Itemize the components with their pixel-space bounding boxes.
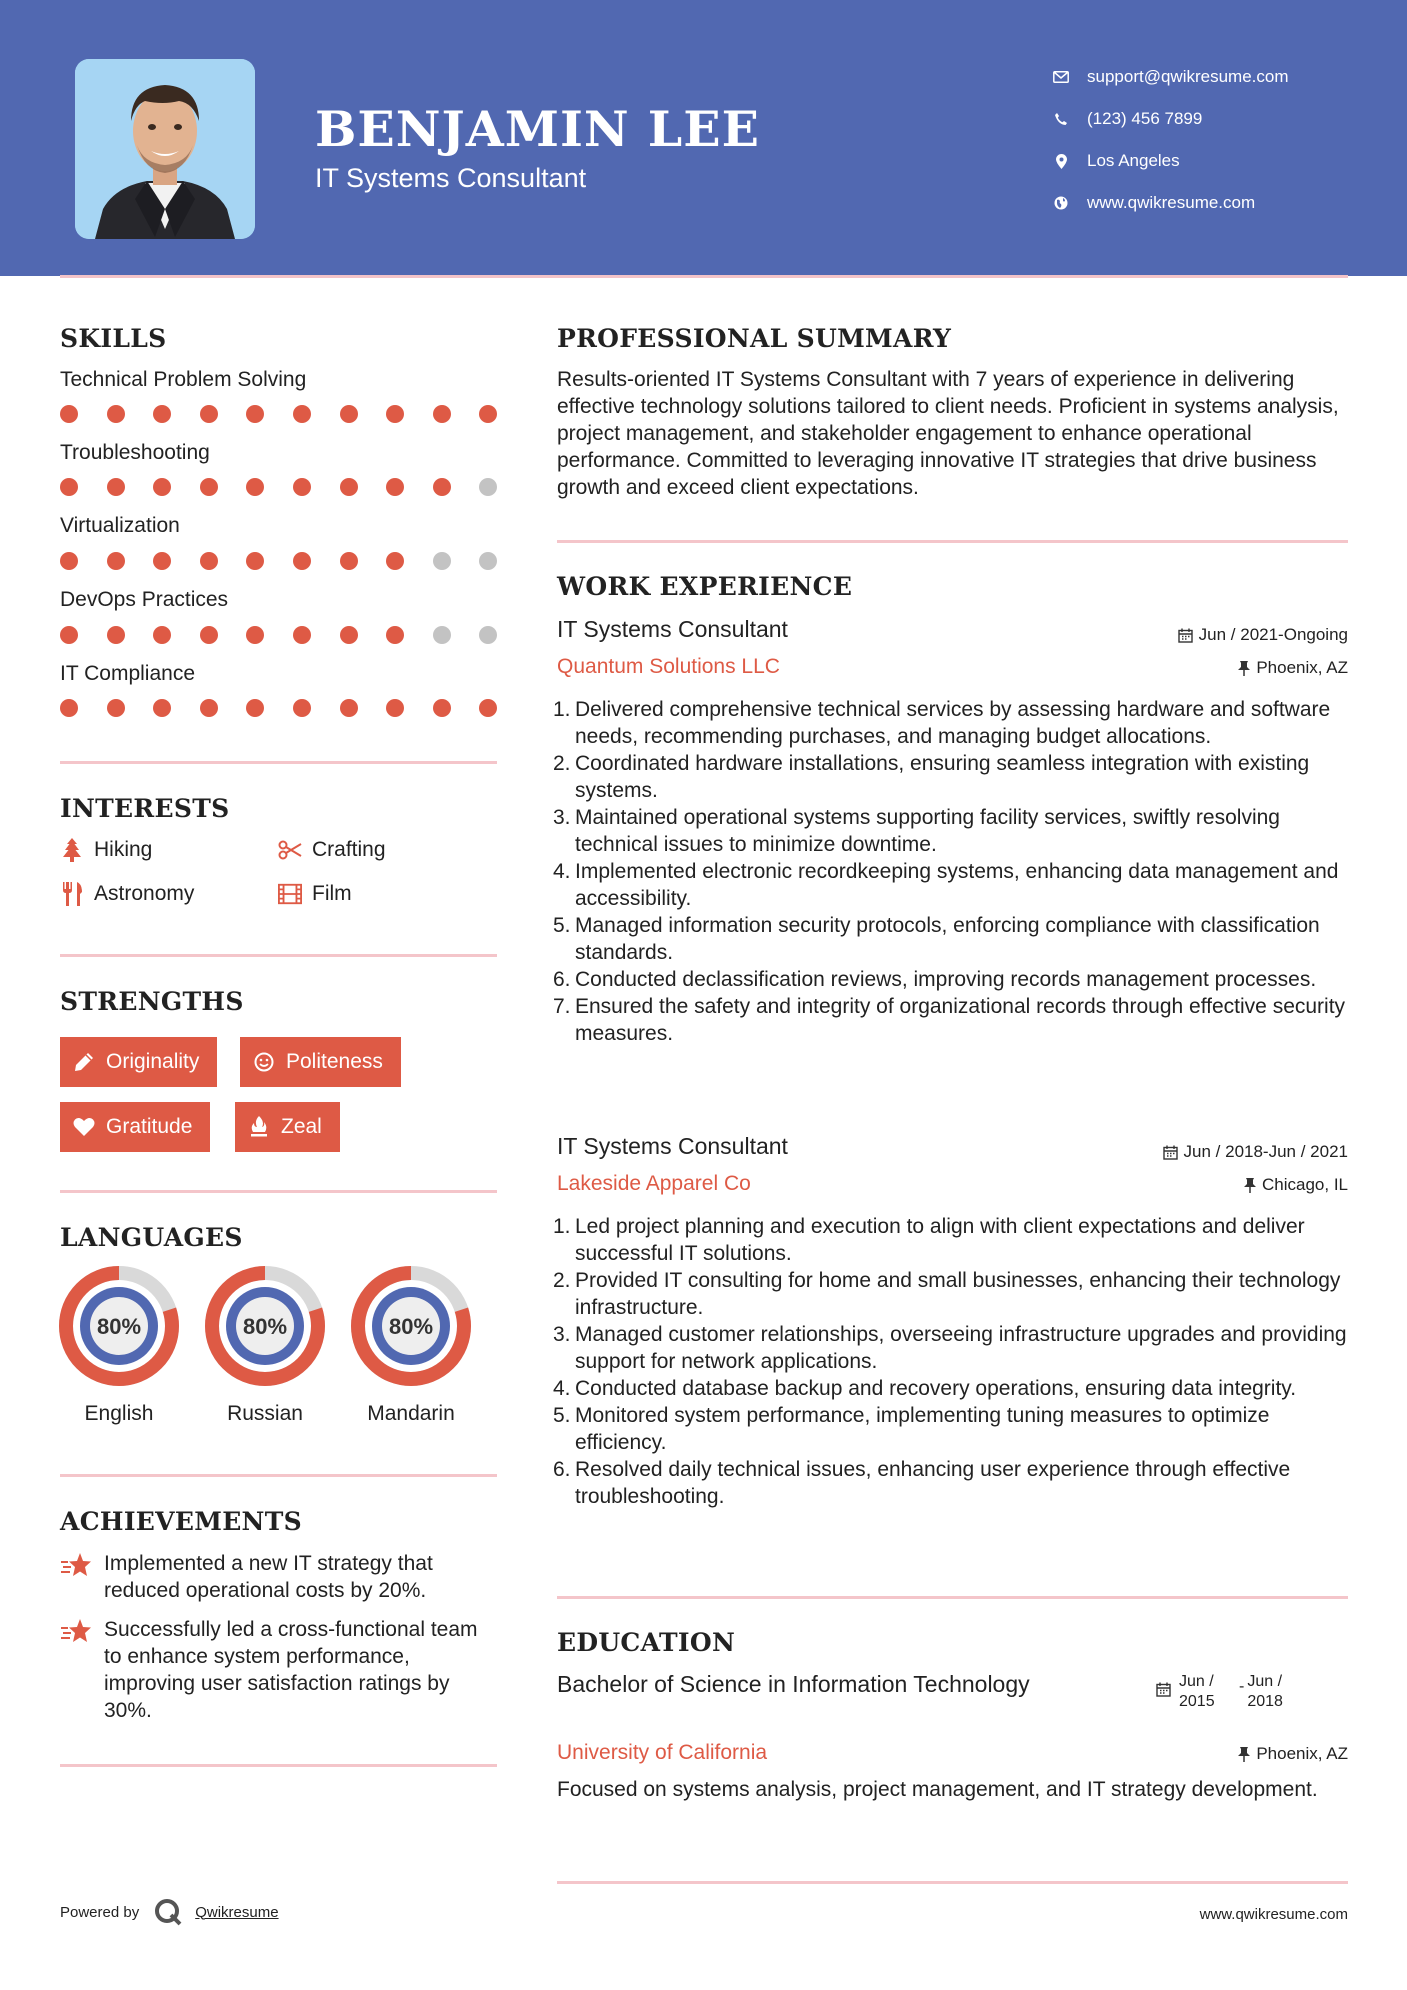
contact-email-text: support@qwikresume.com [1087,67,1289,86]
skill-label: Virtualization [60,514,180,537]
bullet-item: 1. Delivered comprehensive technical services by assessing hardware and software needs, recommending purchases, and managing budget allocations. [553,698,1331,748]
skill-label: Technical Problem Solving [60,368,307,391]
profile-photo [75,59,255,239]
contact-website[interactable] [1050,182,1289,224]
language-percent: 80% [96,1314,142,1339]
skill-dot-filled [246,552,264,570]
languages-title: LANGUAGES [60,1223,243,1252]
language-donut [349,1264,473,1388]
contact-location [1050,140,1289,182]
section-divider [557,540,1348,543]
job-dates [1163,1142,1348,1162]
bullet-item: 7. Ensured the safety and integrity of organizational records through effective security measures. [553,995,1346,1045]
interest-label: Astronomy [94,882,195,905]
film-icon [278,882,302,906]
skill-dot-filled [293,552,311,570]
candidate-role: IT Systems Consultant [315,163,587,193]
skill-dot-filled [200,699,218,717]
pencil-icon [72,1050,96,1074]
globe-icon [1050,196,1072,210]
bullet-item: 3. Maintained operational systems supporting facility services, swiftly resolving technical issues to minimize downtime. [553,806,1280,856]
skill-dot-filled [153,478,171,496]
skill-dot-empty [433,626,451,644]
bullet-item: 5. Managed information security protocols, enforcing compliance with classification standards. [553,914,1320,964]
language-item [349,1264,473,1426]
interest-label: Crafting [312,838,386,861]
bullet-item: 2. Coordinated hardware installations, ensuring seamless integration with existing systems. [553,752,1310,802]
job-bullets [553,696,1357,1047]
job-location [1238,658,1348,678]
skill-dot-filled [386,405,404,423]
job-dates-text: Jun / 2021-Ongoing [1198,625,1348,644]
skill-dot-empty [479,552,497,570]
strengths-title: STRENGTHS [60,987,244,1016]
achievements-title: ACHIEVEMENTS [60,1507,302,1536]
skill-dot-filled [340,552,358,570]
skill-dot-filled [340,699,358,717]
skill-dot-filled [60,626,78,644]
education-end: Jun / 2018 [1247,1673,1283,1710]
skill-dot-filled [107,552,125,570]
job-location [1244,1175,1348,1195]
achievement-item [60,1550,500,1604]
calendar-icon [1156,1672,1171,1712]
section-divider [60,1764,497,1767]
skill-dot-filled [200,626,218,644]
section-divider [60,1190,497,1193]
pushpin-icon [1244,1178,1256,1193]
skill-label: IT Compliance [60,662,196,685]
education-school: University of California [557,1741,768,1764]
skill-dot-filled [107,478,125,496]
skill-dot-filled [246,478,264,496]
resume-header [0,0,1407,276]
language-percent: 80% [388,1314,434,1339]
interest-label: Hiking [94,838,153,861]
education-dates [1156,1672,1291,1712]
skill-dot-filled [200,405,218,423]
skill-dot-empty [433,552,451,570]
bullet-item: 4. Implemented electronic recordkeeping systems, enhancing data management and accessibility. [553,860,1339,910]
bullet-item: 5. Monitored system performance, implementing tuning measures to optimize efficiency. [553,1404,1270,1454]
education-location [1238,1744,1348,1764]
skill-dot-filled [153,552,171,570]
achievement-text: Implemented a new IT strategy that reduced operational costs by 20%. [104,1552,433,1602]
smile-icon [252,1050,276,1074]
cutlery-icon [60,882,84,906]
skill-dot-empty [479,626,497,644]
strength-badge [60,1102,210,1152]
achievement-text: Successfully led a cross-functional team to enhance system performance, improving user satisfaction ratings by 30%. [104,1618,478,1722]
language-item [203,1264,327,1426]
strength-badge [60,1037,217,1087]
skill-dot-empty [479,478,497,496]
skill-rating [60,405,500,425]
education-location-text: Phoenix, AZ [1256,1744,1348,1763]
skill-dot-filled [293,699,311,717]
summary-text: Results-oriented IT Systems Consultant with 7 years of experience in delivering effective technology solutions tailored to client needs. Proficient in systems analysis, project management, and stakeholder engagement to enhance operational performance. Committed to leveraging innovative IT strategies that drive business growth and exceed client expectations. [557,368,1339,499]
skill-dot-filled [200,478,218,496]
job-dates [1178,625,1348,645]
language-name: English [84,1402,154,1425]
skill-dot-filled [433,405,451,423]
skill-dot-filled [60,699,78,717]
skill-dot-filled [107,699,125,717]
skill-dot-filled [60,478,78,496]
header-divider [60,275,1348,278]
job-title: IT Systems Consultant [557,1133,788,1159]
skill-dot-filled [107,626,125,644]
strength-badge [240,1037,401,1087]
job-location-text: Phoenix, AZ [1256,658,1348,677]
skill-dot-filled [386,699,404,717]
tree-icon [60,838,84,862]
skill-dot-filled [479,699,497,717]
skill-rating [60,626,500,646]
pushpin-icon [1238,1747,1250,1762]
candidate-name: BENJAMIN LEE [315,100,760,158]
star-icon [60,1550,94,1604]
skill-dot-filled [433,478,451,496]
bullet-item: 6. Resolved daily technical issues, enhancing user experience through effective troubleshooting. [553,1458,1291,1508]
experience-title: WORK EXPERIENCE [557,572,853,601]
calendar-icon [1163,1145,1178,1160]
job-company: Lakeside Apparel Co [557,1172,751,1195]
skill-dot-filled [433,699,451,717]
strength-label: Originality [106,1050,200,1073]
language-item [57,1264,181,1426]
job-bullets [553,1213,1357,1510]
envelope-icon [1050,71,1072,83]
job-location-text: Chicago, IL [1262,1175,1348,1194]
calendar-icon [1178,628,1193,643]
powered-by-label: Powered by [60,1903,140,1921]
footer-powered-by [60,1897,279,1927]
job-title: IT Systems Consultant [557,616,788,642]
contact-website-text: www.qwikresume.com [1087,193,1256,212]
skill-rating [60,478,500,498]
skill-dot-filled [60,552,78,570]
language-name: Mandarin [367,1402,455,1425]
contact-list [1050,56,1289,224]
section-divider [60,761,497,764]
skill-dot-filled [60,405,78,423]
language-name: Russian [227,1402,303,1425]
section-divider [557,1596,1348,1599]
contact-phone[interactable] [1050,98,1289,140]
skill-dot-filled [153,626,171,644]
map-marker-icon [1050,154,1072,169]
skill-label: Troubleshooting [60,441,210,464]
job-dates-text: Jun / 2018-Jun / 2021 [1183,1142,1348,1161]
skill-dot-filled [293,478,311,496]
skills-title: SKILLS [60,324,167,353]
bullet-item: 6. Conducted declassification reviews, improving records management processes. [553,968,1317,991]
footer-url[interactable]: www.qwikresume.com [1199,1906,1348,1923]
language-donut [203,1264,327,1388]
skill-dot-filled [386,552,404,570]
fire-icon [247,1115,271,1139]
skill-dot-filled [246,699,264,717]
bullet-item: 2. Provided IT consulting for home and small businesses, enhancing their technology infrastructure. [553,1269,1341,1319]
pushpin-icon [1238,661,1250,676]
bullet-item: 3. Managed customer relationships, overseeing infrastructure upgrades and providing support for network applications. [553,1323,1347,1373]
skill-rating [60,699,500,719]
section-divider [60,1474,497,1477]
skill-dot-filled [246,626,264,644]
language-percent: 80% [242,1314,288,1339]
interest-label: Film [312,882,352,905]
star-icon [60,1616,94,1724]
bullet-item: 1. Led project planning and execution to align with client expectations and deliver successful IT solutions. [553,1215,1305,1265]
strength-label: Gratitude [106,1115,193,1138]
strength-badge [235,1102,340,1152]
education-description: Focused on systems analysis, project management, and IT strategy development. [557,1778,1318,1801]
summary-title: PROFESSIONAL SUMMARY [557,324,952,353]
skill-dot-filled [386,626,404,644]
interest-item [60,838,152,862]
skill-dot-filled [479,405,497,423]
heart-icon [72,1115,96,1139]
skill-dot-filled [386,478,404,496]
section-divider [60,954,497,957]
skill-label: DevOps Practices [60,588,229,611]
education-start: Jun / 2015 [1179,1673,1215,1710]
job-company: Quantum Solutions LLC [557,655,780,678]
language-donut [57,1264,181,1388]
skill-dot-filled [153,699,171,717]
skill-dot-filled [107,405,125,423]
education-title: EDUCATION [557,1628,736,1657]
strength-label: Zeal [281,1115,322,1138]
achievement-item [60,1616,500,1724]
skill-dot-filled [200,552,218,570]
bullet-item: 4. Conducted database backup and recovery operations, ensuring data integrity. [553,1377,1297,1400]
skill-dot-filled [293,405,311,423]
skill-dot-filled [340,626,358,644]
qwikresume-link[interactable]: Qwikresume [195,1903,279,1921]
contact-location-text: Los Angeles [1087,151,1180,170]
interest-item [278,882,352,906]
contact-phone-text: (123) 456 7899 [1087,109,1203,128]
skill-rating [60,552,500,572]
skill-dot-filled [340,478,358,496]
scissors-icon [278,838,302,862]
contact-email[interactable] [1050,56,1289,98]
interest-item [60,882,194,906]
interest-item [278,838,386,862]
skill-dot-filled [293,626,311,644]
education-separator: - [1239,1678,1245,1695]
skill-dot-filled [153,405,171,423]
strength-label: Politeness [286,1050,383,1073]
phone-icon [1050,112,1072,126]
skill-dot-filled [246,405,264,423]
qwikresume-logo-icon [153,1897,183,1927]
education-degree: Bachelor of Science in Information Technology [557,1671,1030,1697]
skill-dot-filled [340,405,358,423]
interests-title: INTERESTS [60,794,230,823]
section-divider [557,1881,1348,1884]
